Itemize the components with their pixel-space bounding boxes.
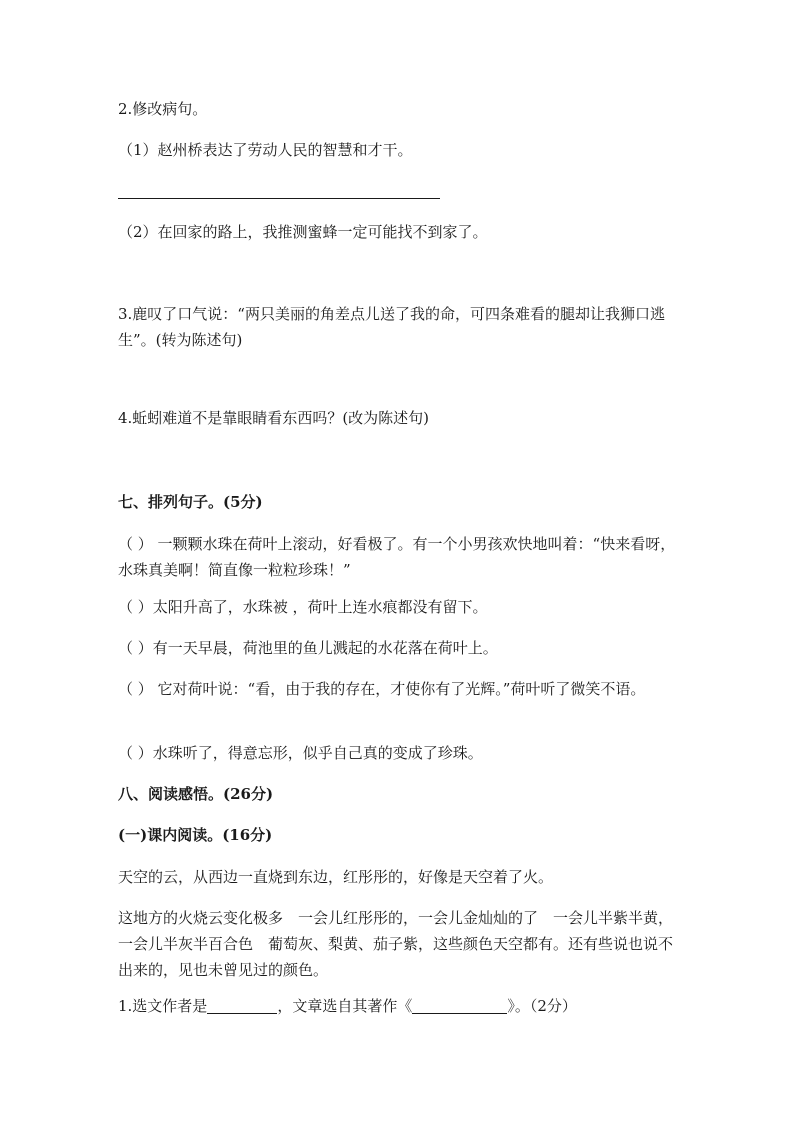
answer-line[interactable] (118, 198, 440, 199)
book-title-blank[interactable] (412, 995, 507, 1014)
sentence-item: （ ） 一颗颗水珠在荷叶上滚动，好看极了。有一个小男孩欢快地叫着：“快来看呀，水珠真美啊！简直像一粒粒珍珠！” (118, 535, 676, 579)
sentence-item: （ ） 它对荷叶说：“看，由于我的存在，才使你有了光辉。”荷叶听了微笑不语。 (118, 680, 646, 698)
q1-fill-blank (118, 993, 678, 1019)
sentence-item: （ ）有一天早晨，荷池里的鱼儿溅起的水花落在荷叶上。 (118, 639, 498, 657)
author-blank[interactable] (207, 995, 277, 1014)
section8-subheading: (一)课内阅读。(16分) (118, 826, 273, 844)
q3-text: 3.鹿叹了口气说：“两只美丽的角差点儿送了我的命，可四条难看的腿却让我狮口逃生”。(转为陈述句) (118, 305, 665, 349)
sentence-item: （ ）太阳升高了，水珠被 ，荷叶上连水痕都没有留下。 (118, 598, 488, 616)
sentence-item: （ ）水珠听了，得意忘形，似乎自己真的变成了珍珠。 (118, 744, 483, 762)
q1-text-part3: 》。（2分） (507, 997, 577, 1015)
q1-text-part2: ，文章选自其著作《 (277, 997, 413, 1015)
section8-heading: 八、阅读感悟。(26分) (118, 785, 274, 803)
q2-title: 2.修改病句。 (118, 100, 208, 118)
q1-text-part1: 1.选文作者是 (118, 997, 208, 1015)
q2-item-2: （2）在回家的路上，我推测蜜蜂一定可能找不到家了。 (118, 223, 488, 241)
section7-heading: 七、排列句子。(5分) (118, 493, 263, 511)
q4-text: 4.蚯蚓难道不是靠眼睛看东西吗？(改为陈述句) (118, 409, 430, 427)
reading-paragraph-1: 天空的云，从西边一直烧到东边，红彤彤的，好像是天空着了火。 (118, 868, 554, 886)
reading-paragraph-2: 这地方的火烧云变化极多 一会儿红彤彤的，一会儿金灿灿的了 一会儿半紫半黄，一会儿半灰半百合色 葡萄灰、梨黄、茄子紫，这些颜色天空都有。还有些说也说不出来的，见也未曾见过的颜色。 (118, 909, 674, 979)
q2-item-1: （1）赵州桥表达了劳动人民的智慧和才干。 (118, 141, 413, 159)
